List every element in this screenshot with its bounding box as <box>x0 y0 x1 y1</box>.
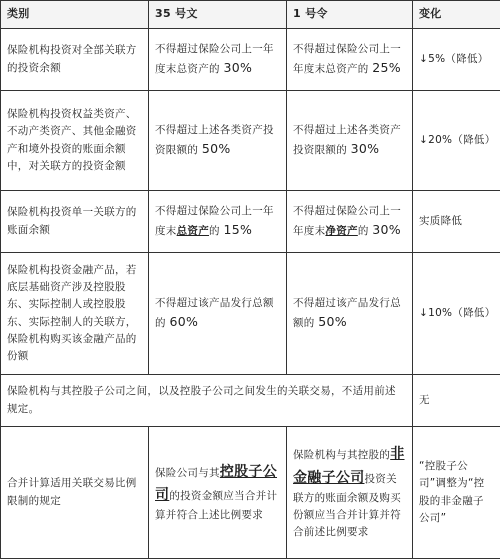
header-change: 变化 <box>413 1 500 29</box>
order1-cell: 不得超过保险公司上一年度末净资产的 30% <box>287 191 413 253</box>
table-row <box>1 91 500 191</box>
doc35-cell: 不得超过该产品发行总额的 60% <box>149 253 287 375</box>
table-row <box>1 427 500 559</box>
table-header-row <box>1 1 500 29</box>
header-category: 类别 <box>1 1 149 29</box>
doc35-cell: 不得超过保险公司上一年度末总资产的 30% <box>149 29 287 91</box>
order1-cell: 不得超过上述各类资产投资限额的 30% <box>287 91 413 191</box>
category-cell: 合并计算适用关联交易比例限制的规定 <box>1 427 149 559</box>
doc35-cell: 保险公司与其控股子公司的投资金额应当合并计算并符合上述比例要求 <box>149 427 287 559</box>
table-row <box>1 375 500 427</box>
change-cell: 无 <box>413 375 500 427</box>
change-cell: ↓10%（降低） <box>413 253 500 375</box>
doc35-cell: 不得超过保险公司上一年度末总资产的 15% <box>149 191 287 253</box>
table-row <box>1 29 500 91</box>
order1-cell: 不得超过该产品发行总额的 50% <box>287 253 413 375</box>
table-row <box>1 253 500 375</box>
exemption-note-cell: 保险机构与其控股子公司之间，以及控股子公司之间发生的关联交易，不适用前述规定。 <box>1 375 413 427</box>
change-cell: 实质降低 <box>413 191 500 253</box>
order1-cell: 不得超过保险公司上一年度末总资产的 25% <box>287 29 413 91</box>
category-cell: 保险机构投资单一关联方的账面余额 <box>1 191 149 253</box>
category-cell: 保险机构投资金融产品，若底层基础资产涉及控股股东、实际控制人或控股股东、实际控制人的关联方，保险机构购买该金融产品的份额 <box>1 253 149 375</box>
category-cell: 保险机构投资权益类资产、不动产类资产、其他金融资产和境外投资的账面余额中，对关联方的投资金额 <box>1 91 149 191</box>
header-order1: 1 号令 <box>287 1 413 29</box>
category-cell: 保险机构投资对全部关联方的投资余额 <box>1 29 149 91</box>
change-cell: “控股子公司”调整为“控股的非金融子公司” <box>413 427 500 559</box>
table-row <box>1 191 500 253</box>
change-cell: ↓5%（降低） <box>413 29 500 91</box>
header-doc35: 35 号文 <box>149 1 287 29</box>
order1-cell: 保险机构与其控股的非金融子公司投资关联方的账面余额及购买份额应当合并计算并符合前述比例要求 <box>287 427 413 559</box>
change-cell: ↓20%（降低） <box>413 91 500 191</box>
doc35-cell: 不得超过上述各类资产投资限额的 50% <box>149 91 287 191</box>
